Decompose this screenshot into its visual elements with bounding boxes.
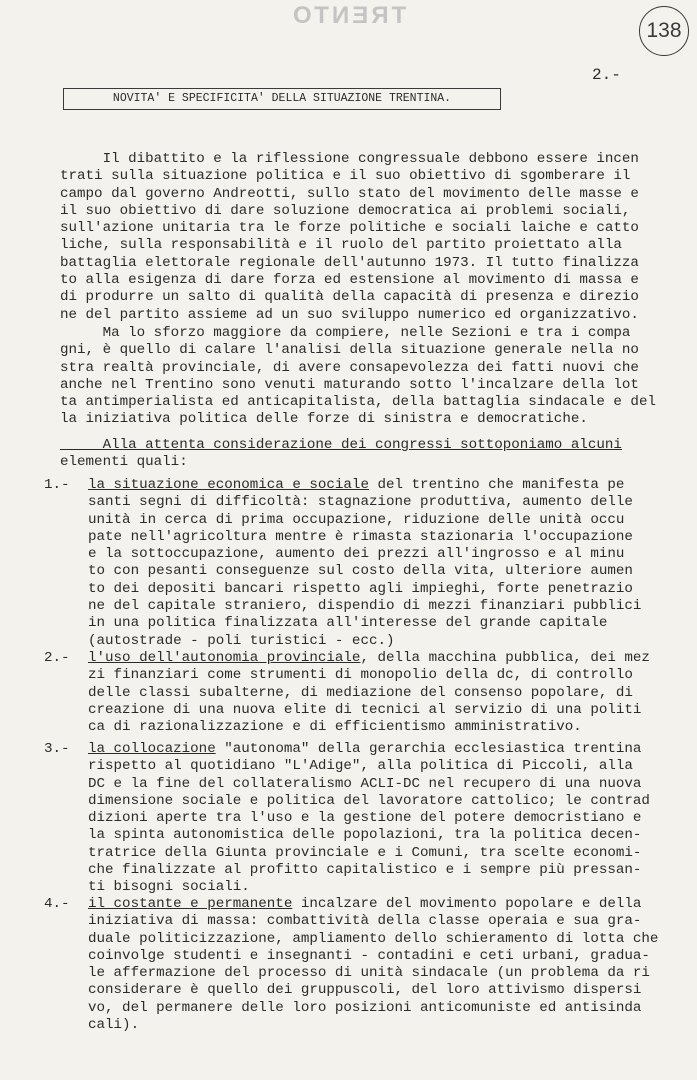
- item-line: unità in cerca di prima occupazione, riduzione delle unità occu: [88, 511, 625, 528]
- item-line: ti bisogni sociali.: [88, 879, 250, 896]
- page-number: 2.-: [592, 66, 621, 84]
- item-marker: 1.-: [44, 477, 70, 493]
- item-line: duale politicizzazione, ampliamento dello schieramento di lotta che: [88, 930, 659, 947]
- item-line: to dei depositi bancari rispetto agli impieghi, forte penetrazio: [88, 580, 633, 597]
- item-line: ca di razionalizzazione e di efficientismo amministrativo.: [88, 719, 582, 736]
- text-line: elementi quali:: [60, 454, 188, 471]
- item-line: coinvolge studenti e insegnanti - contadini e ceti urbani, gradua-: [88, 947, 650, 964]
- item-line: che finalizzate al profitto capitalistico e i sempre più pressan-: [88, 862, 642, 879]
- item-first-rest: "autonoma" della gerarchia ecclesiastica trentina: [215, 741, 642, 757]
- item-lead: l'uso dell'autonomia provinciale: [88, 650, 361, 666]
- text-line: stra realtà provinciale, di avere consapevolezza dei fatti nuovi che: [60, 359, 639, 376]
- paragraph-elements-intro: [60, 437, 660, 472]
- text-line: Alla attenta considerazione dei congressi sottoponiamo alcuni: [60, 437, 622, 453]
- text-line: anche nel Trentino sono venuti maturando sotto l'incalzare della lot: [60, 376, 639, 393]
- paragraph-intro: [60, 151, 660, 324]
- item-line: le affermazione del processo di unità sindacale (un problema da ri: [88, 965, 650, 982]
- list-item: [44, 650, 664, 736]
- text-line: di produrre un salto di qualità della capacità di presenza e direzio: [60, 289, 639, 306]
- item-marker: 3.-: [44, 741, 70, 757]
- text-line: trati sulla situazione politica e il suo obiettivo di sgomberare il: [60, 168, 631, 185]
- item-line: santi segni di difficoltà: stagnazione produttiva, aumento delle: [88, 494, 633, 511]
- item-line: ne del capitale straniero, dispendio di mezzi finanziari pubblici: [88, 598, 642, 615]
- item-first-line: [44, 650, 664, 667]
- list-item: [44, 896, 664, 1034]
- text-line: Il dibattito e la riflessione congressuale debbono essere incen: [60, 151, 639, 167]
- item-line: la spinta autonomistica delle popolazioni, tra la politica decen-: [88, 827, 642, 844]
- archive-stamp: TRENTO: [290, 2, 407, 29]
- item-line: dimensione sociale e politica del lavoratore cattolico; le contrad: [88, 792, 650, 809]
- item-line: pate nell'agricoltura mentre è rimasta stazionaria l'occupazione: [88, 528, 633, 545]
- item-line: tratrice della Giunta provinciale e i Comuni, tra scelte economi-: [88, 844, 642, 861]
- item-lead: il costante e permanente: [88, 896, 293, 912]
- item-line: creazione di una nuova elite di tecnici al servizio di una politi: [88, 701, 642, 718]
- item-line: dizioni aperte tra l'uso e la gestione del potere democristiano e: [88, 810, 642, 827]
- text-line: sull'azione unitaria tra le forze politiche e sociali laiche e catto: [60, 220, 639, 237]
- section-title: NOVITA' E SPECIFICITA' DELLA SITUAZIONE TRENTINA.: [63, 88, 501, 110]
- item-line: zi finanziari come strumenti di monopolio della dc, di controllo: [88, 667, 633, 684]
- folio-number-circle: 138: [639, 6, 689, 56]
- text-line: ne del partito assieme ad un suo sviluppo numerico ed organizzativo.: [60, 306, 639, 323]
- item-first-line: [44, 896, 664, 913]
- item-first-rest: , della macchina pubblica, dei mez: [360, 650, 650, 666]
- item-first-rest: incalzare del movimento popolare e della: [292, 896, 642, 912]
- text-line: Ma lo sforzo maggiore da compiere, nelle Sezioni e tra i compa: [60, 325, 631, 341]
- item-first-line: [44, 477, 664, 494]
- item-marker: 4.-: [44, 896, 70, 912]
- item-first-rest: del trentino che manifesta pe: [368, 477, 625, 493]
- item-first-line: [44, 741, 664, 758]
- item-line: (autostrade - poli turistici - ecc.): [88, 632, 395, 649]
- list-item: [44, 477, 664, 650]
- item-line: rispetto al quotidiano "L'Adige", alla politica di Piccoli, alla: [88, 758, 633, 775]
- item-lead: la collocazione: [88, 741, 216, 757]
- item-line: DC e la fine del collateralismo ACLI-DC nel recupero di una nuova: [88, 775, 642, 792]
- text-line: gni, è quello di calare l'analisi della situazione generale nella no: [60, 342, 639, 359]
- paragraph-local-analysis: [60, 325, 660, 429]
- text-line: la iniziativa politica delle forze di sinistra e democratiche.: [60, 411, 588, 428]
- text-line: battaglia elettorale regionale dell'autunno 1973. Il tutto finalizza: [60, 254, 639, 271]
- text-line: il suo obiettivo di dare soluzione democratica ai problemi sociali,: [60, 202, 631, 219]
- item-line: to con pesanti conseguenze sul costo della vita, ulteriore aumen: [88, 563, 633, 580]
- item-line: considerare è quello dei gruppuscoli, del loro attivismo dispersi: [88, 982, 642, 999]
- item-marker: 2.-: [44, 650, 70, 666]
- text-line: ta antimperialista ed anticapitalista, della battaglia sindacale e del: [60, 394, 656, 411]
- item-line: in una politica finalizzata all'interesse del grande capitale: [88, 615, 608, 632]
- text-line: liche, sulla responsabilità e il ruolo del partito proiettato alla: [60, 237, 622, 254]
- item-line: iniziativa di massa: combattività della classe operaia e sua gra-: [88, 913, 642, 930]
- item-line: delle classi subalterne, di mediazione del consenso popolare, di: [88, 684, 633, 701]
- list-item: [44, 741, 664, 897]
- item-line: e la sottoccupazione, aumento dei prezzi all'ingrosso e al minu: [88, 546, 625, 563]
- item-lead: la situazione economica e sociale: [88, 477, 369, 493]
- text-line: campo dal governo Andreotti, sullo stato del movimento delle masse e: [60, 185, 639, 202]
- text-line: to alla esigenza di dare forza ed estensione al movimento di massa e: [60, 272, 639, 289]
- item-line: vo, del permanere delle loro posizioni anticomuniste ed antisinda: [88, 999, 642, 1016]
- item-line: cali).: [88, 1017, 140, 1034]
